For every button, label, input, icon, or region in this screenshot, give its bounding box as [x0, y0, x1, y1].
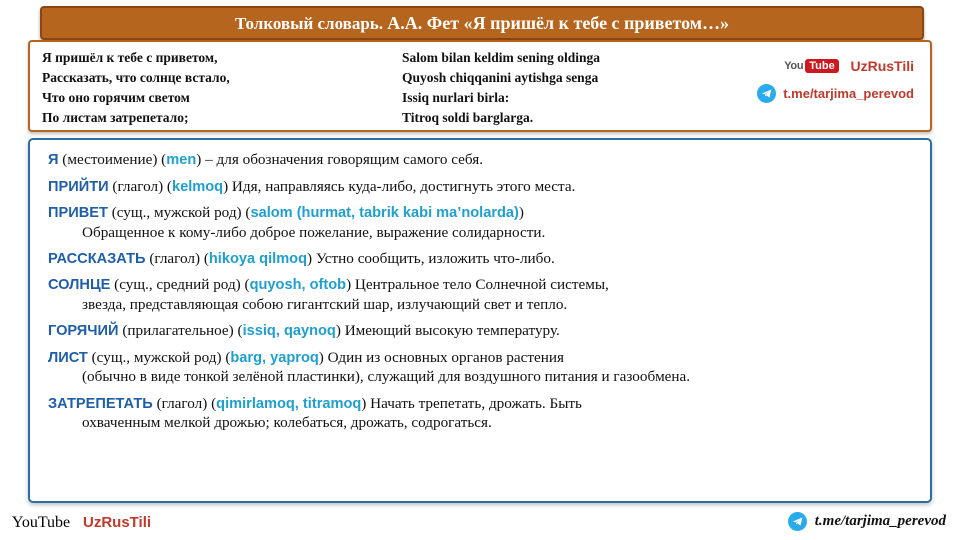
definition-body: ) [518, 204, 524, 222]
youtube-tube-label: Tube [37, 513, 71, 531]
poem-line: Salom bilan keldim sening oldinga [402, 50, 601, 65]
poem-panel [28, 40, 932, 132]
definition-pos: (глагол) ( [145, 249, 209, 267]
poem-line: Рассказать, что солнце встало, [42, 69, 230, 85]
definition-entry [48, 249, 916, 269]
telegram-badge[interactable] [757, 84, 914, 103]
footer-telegram-badge[interactable] [788, 512, 946, 531]
definition-continuation: звезда, представляющая собою гигантский шар, излучающий свет и тепло. [82, 295, 568, 313]
definition-entry [48, 394, 916, 433]
definition-uzbek: issiq, qaynoq [242, 323, 336, 340]
page-title-prefix: Толковый словарь. [234, 13, 388, 33]
page-title-main: А.А. Фет «Я пришёл к тебе с приветом…» [387, 12, 730, 33]
youtube-you-label: You [11, 513, 38, 531]
definition-body: ) Устно сообщить, изложить что-либо. [307, 249, 555, 267]
youtube-you-label: You [784, 60, 804, 72]
definition-uzbek: qimirlamoq, titramoq [216, 395, 362, 412]
youtube-badge[interactable] [780, 54, 914, 78]
youtube-channel-name: UzRusTili [83, 514, 152, 531]
definition-entry [48, 348, 916, 387]
poem-line: Я пришёл к тебе с приветом, [42, 50, 218, 65]
definition-uzbek: barg, yaproq [230, 349, 319, 366]
page-title-bar [40, 6, 924, 40]
definition-body: ) Начать трепетать, дрожать. Быть [361, 394, 582, 412]
definition-continuation: охваченным мелкой дрожью; колебаться, дрожать, содрогаться. [82, 414, 492, 432]
definition-body: ) Имеющий высокую температуру. [335, 322, 560, 340]
definition-uzbek: salom (hurmat, tabrik kabi ma’nolarda) [250, 205, 519, 222]
definition-headword: ЗАТРЕПЕТАТЬ [48, 395, 153, 412]
definition-pos: (прилагательное) ( [118, 322, 243, 340]
definition-pos: (глагол) ( [152, 394, 217, 412]
poem-uzbek-column [402, 48, 742, 127]
poem-line: По листам затрепетало; [42, 109, 189, 125]
poem-line: Titroq soldi barglarga. [402, 109, 534, 125]
telegram-icon [788, 512, 807, 531]
definition-headword: ПРИВЕТ [48, 205, 108, 222]
youtube-icon [780, 54, 842, 78]
definition-uzbek: kelmoq [171, 178, 224, 195]
definition-headword: СОЛНЦЕ [48, 277, 111, 294]
poem-line: Что оно горячим светом [42, 89, 190, 105]
definition-entry [48, 321, 916, 341]
poem-line: Issiq nurlari birla: [402, 89, 510, 105]
definition-headword: РАССКАЗАТЬ [48, 250, 146, 267]
poem-line: Quyosh chiqqanini aytishga senga [402, 69, 599, 85]
definition-body: ) Идя, направляясь куда-либо, достигнуть этого места. [223, 177, 576, 195]
definition-pos: (сущ., мужской род) ( [107, 204, 251, 222]
poem-russian-column [42, 48, 392, 127]
footer-bar [0, 504, 960, 540]
definition-body: ) Один из основных органов растения [318, 348, 564, 366]
footer-youtube-badge[interactable] [8, 510, 151, 535]
youtube-channel-name: UzRusTili [850, 58, 914, 74]
telegram-handle: t.me/tarjima_perevod [814, 513, 946, 529]
definition-continuation: (обычно в виде тонкой зелёной пластинки), служащий для воздушного питания и газообмена. [82, 368, 691, 386]
telegram-handle: t.me/tarjima_perevod [783, 86, 914, 101]
definition-headword: Я [48, 152, 59, 168]
telegram-icon [757, 84, 776, 103]
youtube-tube-label: Tube [805, 59, 838, 73]
definition-headword: ПРИЙТИ [48, 178, 109, 195]
definition-pos: (сущ., средний род) ( [110, 276, 250, 294]
definition-entry [48, 203, 916, 242]
definition-headword: ГОРЯЧИЙ [48, 323, 119, 340]
definition-entry [48, 275, 916, 314]
definition-headword: ЛИСТ [48, 349, 88, 366]
definition-pos: (сущ., мужской род) ( [87, 348, 231, 366]
definition-body: ) Центральное тело Солнечной системы, [346, 276, 609, 294]
page-title [235, 13, 729, 34]
definitions-panel [28, 138, 932, 503]
definition-uzbek: hikoya qilmoq [208, 250, 308, 267]
youtube-icon [8, 510, 74, 535]
definition-uzbek: men [166, 152, 197, 168]
definition-entry [48, 177, 916, 197]
definition-continuation: Обращенное к кому-либо доброе пожелание, выражение солидарности. [82, 223, 546, 241]
definition-body: ) – для обозначения говорящим самого себя. [196, 151, 484, 168]
definition-uzbek: quyosh, oftob [249, 277, 347, 294]
definition-pos: (местоимение) ( [58, 151, 167, 168]
definition-entry [48, 150, 916, 170]
definition-pos: (глагол) ( [108, 177, 172, 195]
